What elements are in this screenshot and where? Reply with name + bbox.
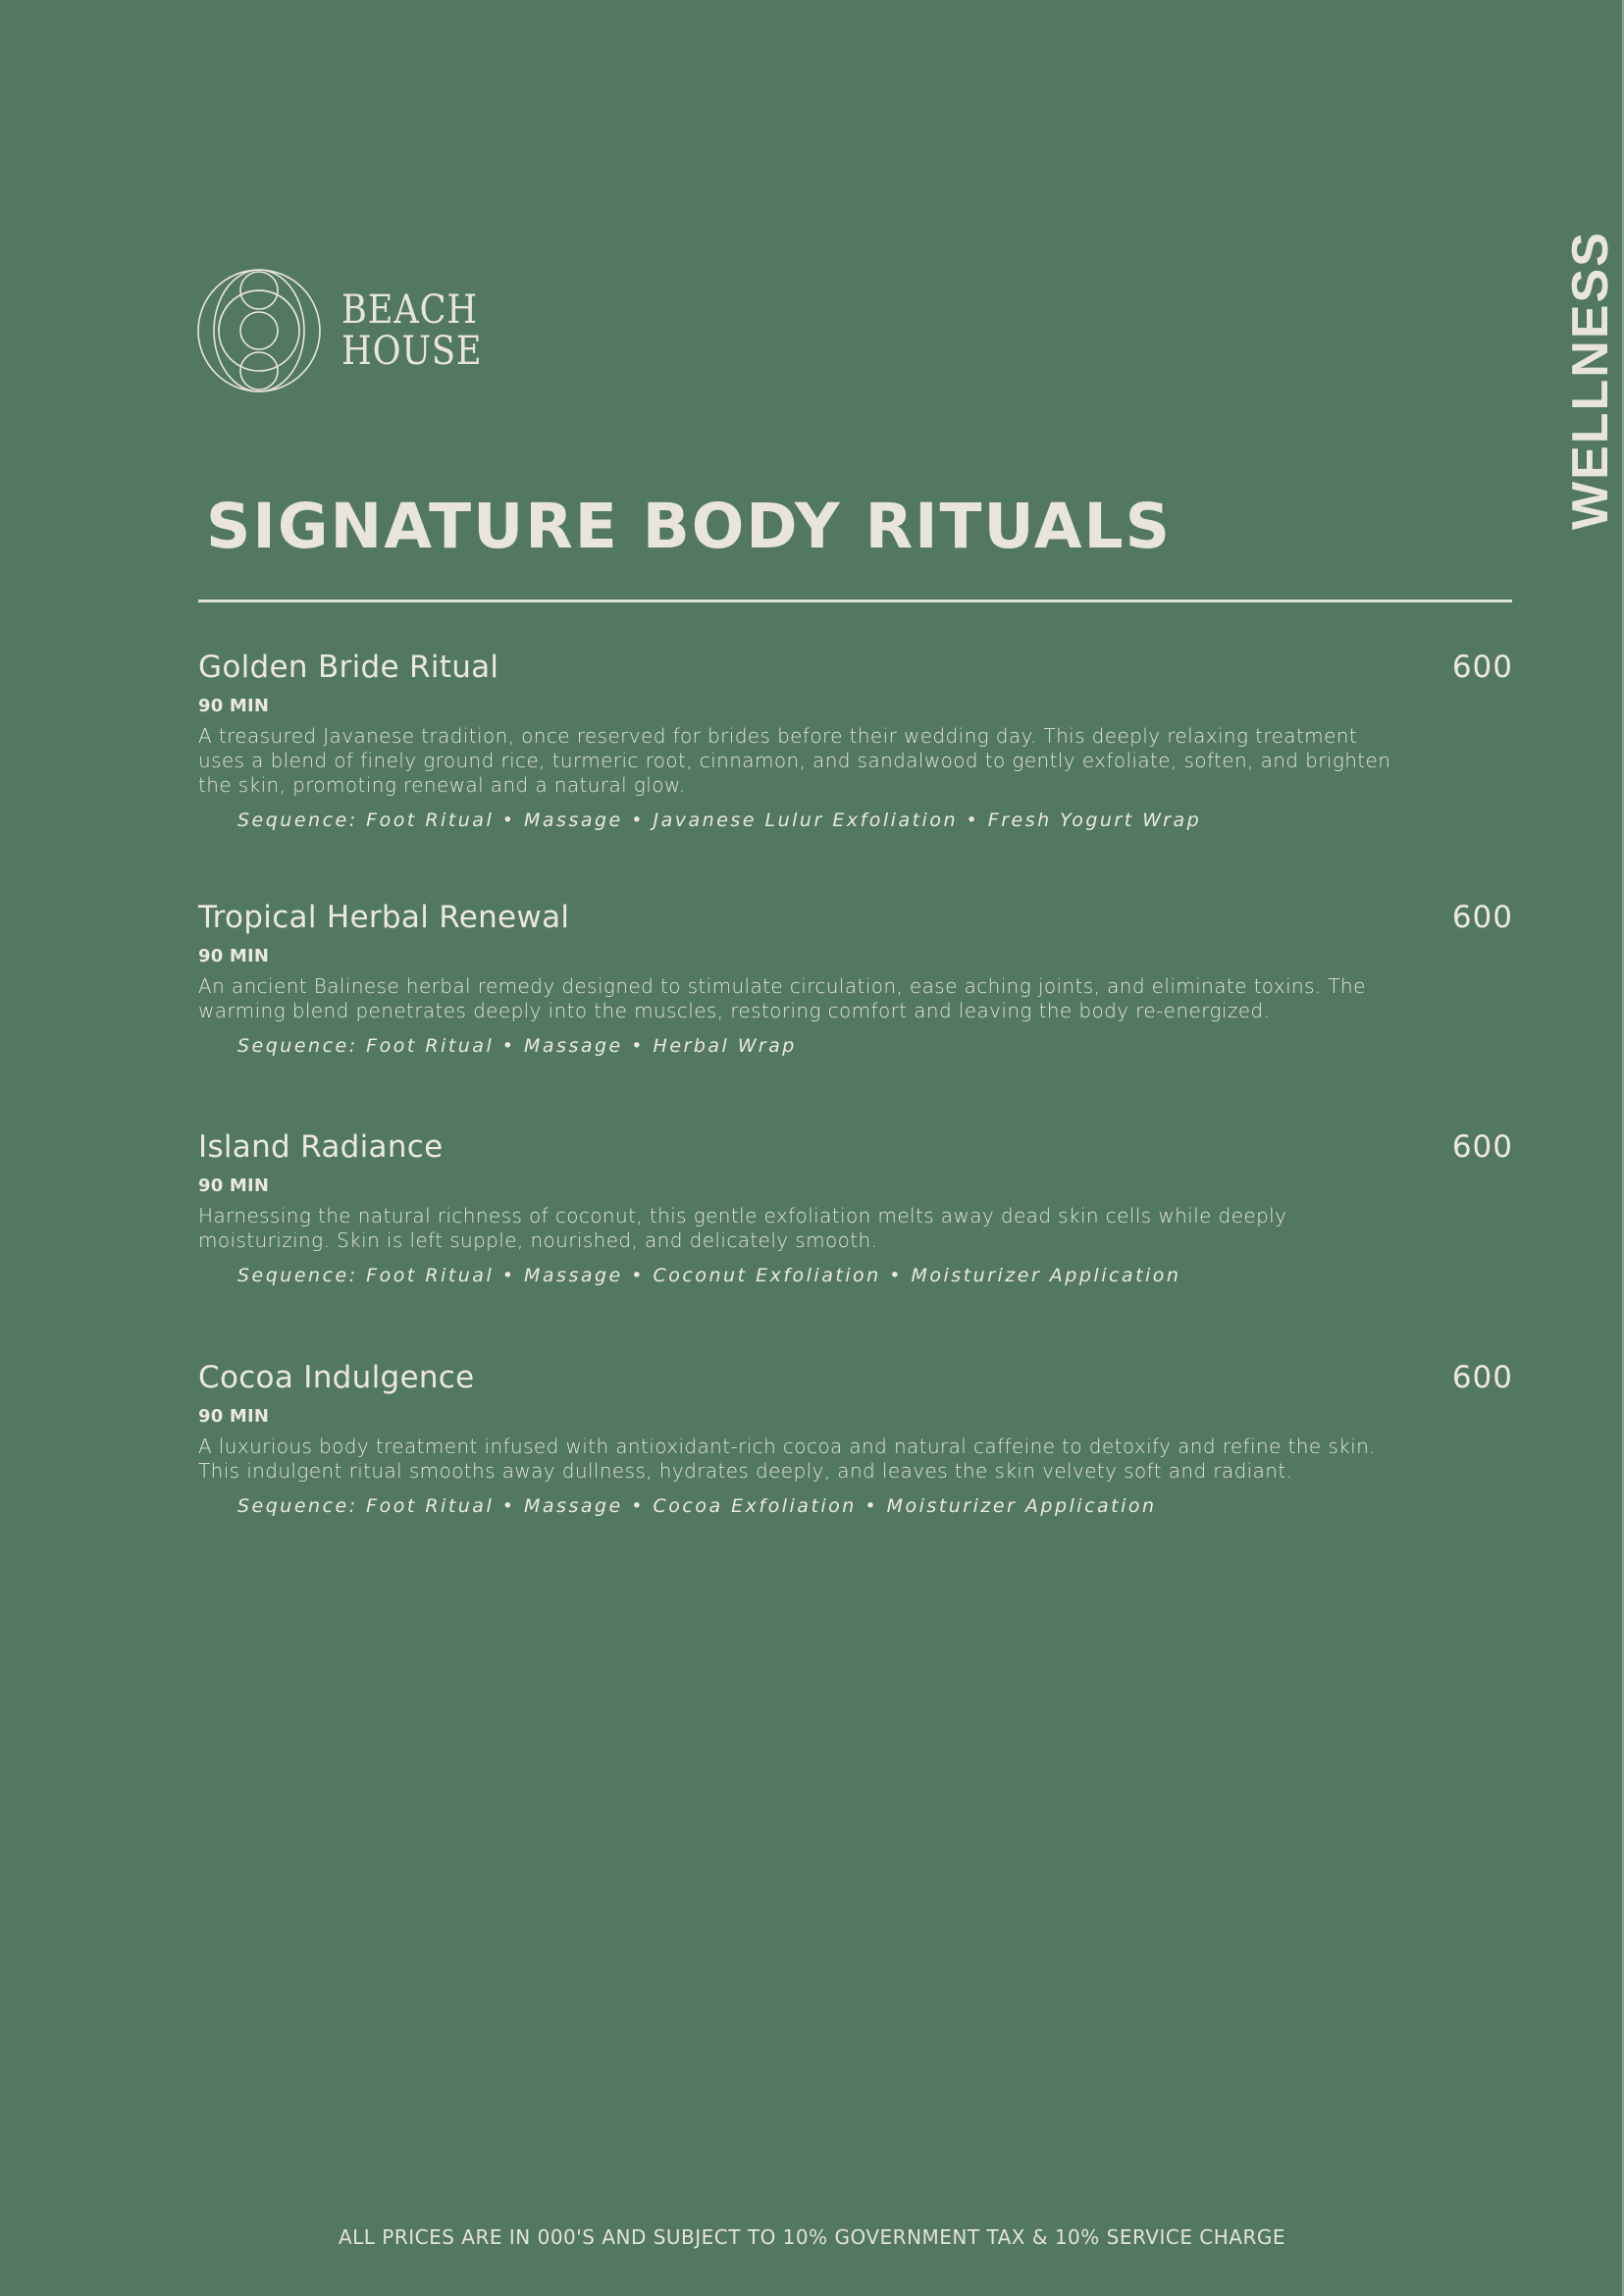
treatment-price: 600 <box>1451 650 1513 685</box>
sequence-label: Sequence: <box>237 809 358 831</box>
treatment-sequence <box>198 1494 1513 1518</box>
treatment-price: 600 <box>1451 900 1513 935</box>
treatment-item <box>198 899 1513 1058</box>
treatment-description: Harnessing the natural richness of coconut, this gentle exfoliation melts away dead skin cells while deeply moisturizing. Skin is left supple, nourished, and delicately smooth. <box>198 1204 1287 1252</box>
treatment-item <box>198 1128 1513 1287</box>
sequence-steps: Foot Ritual • Massage • Herbal Wrap <box>366 1035 797 1057</box>
treatment-duration: 90 MIN <box>198 696 270 716</box>
title-divider <box>198 600 1512 602</box>
sequence-steps: Foot Ritual • Massage • Coconut Exfoliation • Moisturizer Application <box>366 1265 1181 1286</box>
treatment-price: 600 <box>1451 1129 1513 1165</box>
treatment-description: An ancient Balinese herbal remedy designed to stimulate circulation, ease aching joints, and eliminate toxins. The warming blend penetrates deeply into the muscles, restoring comfort and leaving the body re-energized. <box>198 974 1366 1022</box>
treatment-duration: 90 MIN <box>198 946 270 966</box>
treatment-description: A treasured Javanese tradition, once reserved for brides before their wedding day. This deeply relaxing treatment uses a blend of finely ground rice, turmeric root, cinnamon, and sandalwood to gently exfoliate, soften, and brighten the skin, promoting renewal and a natural glow. <box>198 724 1391 797</box>
treatment-duration: 90 MIN <box>198 1175 270 1196</box>
treatment-sequence <box>198 1034 1513 1058</box>
sequence-label: Sequence: <box>237 1495 358 1517</box>
treatment-sequence <box>198 1264 1513 1287</box>
brand-wordmark <box>341 289 482 372</box>
page-title: SIGNATURE BODY RITUALS <box>206 491 1172 562</box>
treatment-item <box>198 649 1513 832</box>
treatment-name: Island Radiance <box>198 1129 444 1165</box>
interlocking-circles-logo-icon <box>196 268 322 393</box>
section-side-label: WELLNESS <box>1562 231 1619 530</box>
brand-name-line1: BEACH <box>341 287 479 333</box>
treatment-name: Cocoa Indulgence <box>198 1360 475 1395</box>
sequence-label: Sequence: <box>237 1035 358 1057</box>
treatment-price: 600 <box>1451 1360 1513 1395</box>
treatment-duration: 90 MIN <box>198 1406 270 1427</box>
sequence-label: Sequence: <box>237 1265 358 1286</box>
treatment-name: Golden Bride Ritual <box>198 650 499 685</box>
sequence-steps: Foot Ritual • Massage • Javanese Lulur Exfoliation • Fresh Yogurt Wrap <box>366 809 1202 831</box>
treatment-sequence <box>198 809 1513 832</box>
footer-price-note: ALL PRICES ARE IN 000'S AND SUBJECT TO 10% GOVERNMENT TAX & 10% SERVICE CHARGE <box>338 2225 1286 2249</box>
treatment-item <box>198 1359 1513 1518</box>
sequence-steps: Foot Ritual • Massage • Cocoa Exfoliation • Moisturizer Application <box>366 1495 1157 1517</box>
treatment-name: Tropical Herbal Renewal <box>198 900 570 935</box>
brand-name-line2: HOUSE <box>341 329 483 374</box>
brand-logo <box>196 268 501 393</box>
treatment-description: A luxurious body treatment infused with antioxidant-rich cocoa and natural caffeine to detoxify and refine the skin. This indulgent ritual smooths away dullness, hydrates deeply, and leaves the skin velvety soft and radiant. <box>198 1435 1376 1483</box>
